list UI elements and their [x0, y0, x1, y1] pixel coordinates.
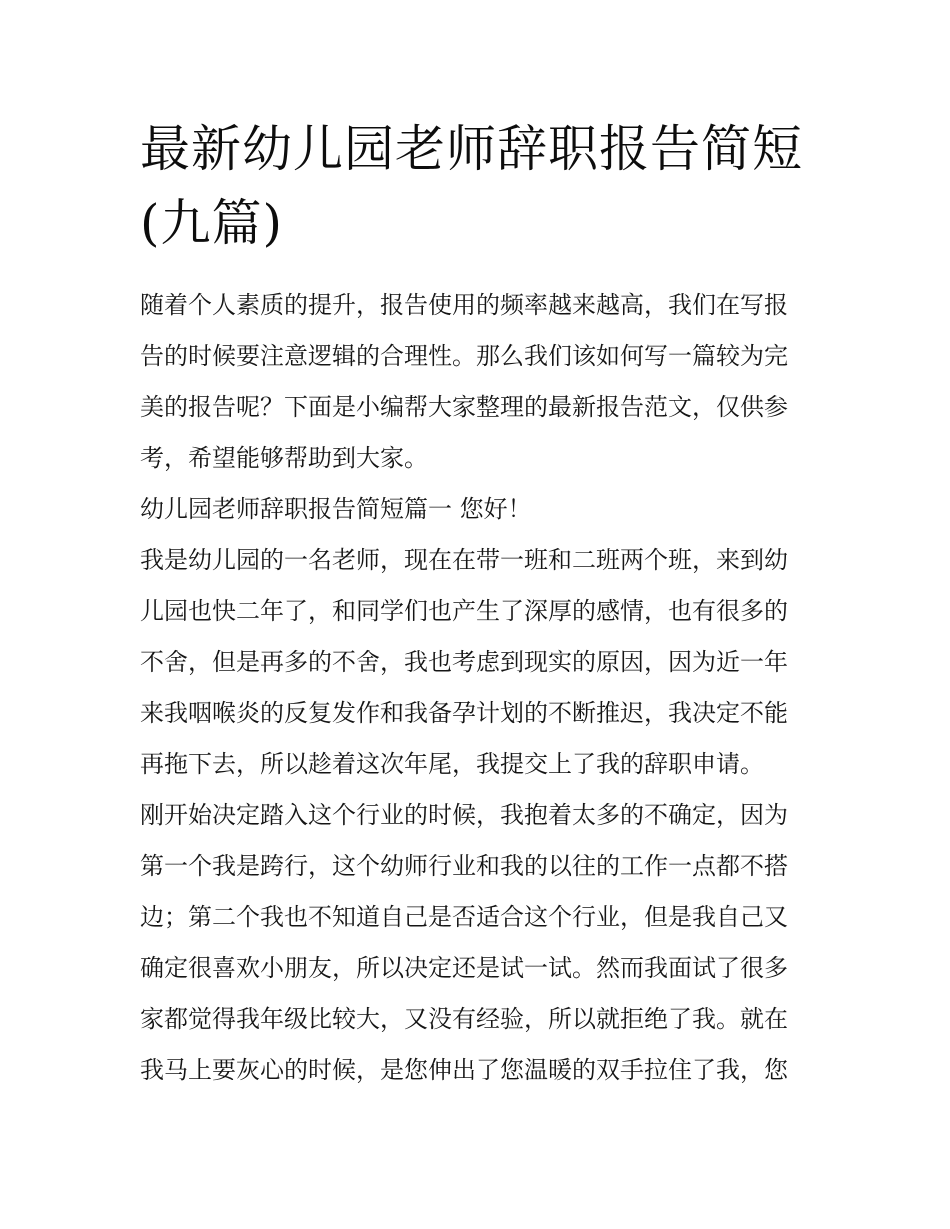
- body-line: 来我咽喉炎的反复发作和我备孕计划的不断推迟，我决定不能: [140, 699, 788, 727]
- body-line: 再拖下去，所以趁着这次年尾，我提交上了我的辞职申请。: [140, 750, 764, 778]
- body-line: 家都觉得我年级比较大，又没有经验，所以就拒绝了我。就在: [140, 1005, 788, 1033]
- title-line: 最新幼儿园老师辞职报告简短: [140, 120, 803, 178]
- section-heading-line: 幼儿园老师辞职报告简短篇一 您好！: [140, 495, 532, 523]
- body-line: 边；第二个我也不知道自己是否适合这个行业，但是我自己又: [140, 903, 788, 931]
- title-line: (九篇): [140, 194, 284, 252]
- body-line: 刚开始决定踏入这个行业的时候，我抱着太多的不确定，因为: [140, 801, 788, 829]
- body-line: 不舍，但是再多的不舍，我也考虑到现实的原因，因为近一年: [140, 648, 788, 676]
- body-line: 我马上要灰心的时候，是您伸出了您温暖的双手拉住了我，您: [140, 1056, 788, 1084]
- body-line: 我是幼儿园的一名老师，现在在带一班和二班两个班，来到幼: [140, 546, 788, 574]
- body-line: 确定很喜欢小朋友，所以决定还是试一试。然而我面试了很多: [140, 954, 788, 982]
- body-line: 考，希望能够帮助到大家。: [140, 444, 428, 472]
- document-body: [140, 280, 820, 1096]
- document-title: [140, 112, 820, 260]
- body-line: 第一个我是跨行，这个幼师行业和我的以往的工作一点都不搭: [140, 852, 788, 880]
- body-line: 随着个人素质的提升，报告使用的频率越来越高，我们在写报: [140, 291, 788, 319]
- body-line: 美的报告呢？下面是小编帮大家整理的最新报告范文，仅供参: [140, 393, 788, 421]
- body-line: 告的时候要注意逻辑的合理性。那么我们该如何写一篇较为完: [140, 342, 788, 370]
- body-line: 儿园也快二年了，和同学们也产生了深厚的感情，也有很多的: [140, 597, 788, 625]
